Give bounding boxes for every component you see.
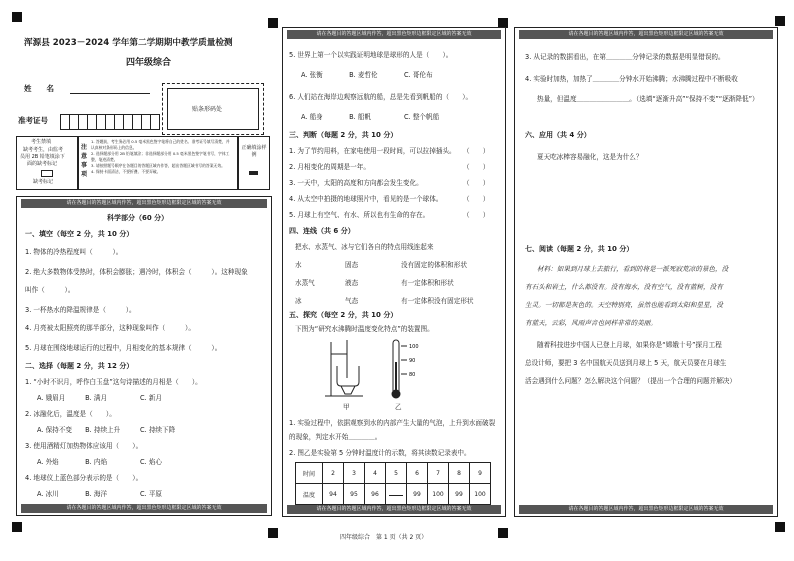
panel-banner-bottom: 请在各题目的答题区域内作答，超出黑色矩形边框限定区域的答案无效 [287,505,501,514]
therm-tick-label: 80 [409,372,416,378]
exam-title: 浑源县 2023－2024 学年第二学期期中教学质量检测 [24,38,233,48]
judge-answer[interactable]: （ ） [463,211,490,219]
explore-section-title: 五、探究（每空 2 分，共 10 分） [289,311,398,319]
question-line: 6. 人们站在海岸边观察远航的船，总是先看到帆船的（ ）。 [289,93,473,101]
science-section-title: 科学部分（60 分） [107,214,169,222]
id-label: 准考证号 [18,116,48,125]
exam-header [10,38,274,198]
question-line: 5. 月球在围绕地球运行的过程中，月相变化的基本规律（ ）。 [25,344,222,352]
judge-item: 5. 月球上有空气、有水、所以也有生命的存在。 [289,211,430,219]
answer-panel-1 [16,196,272,516]
temperature-blank[interactable] [386,484,407,505]
therm-tick-label: 90 [409,358,416,364]
judge-answer[interactable]: （ ） [463,179,490,187]
match-intro: 把水、水蒸气、冰与它们各自的特点用线连起来 [295,243,434,251]
page-footer: 四年级综合 第 1 页（共 2 页） [340,534,428,541]
registration-mark [12,12,22,22]
panel-banner-top: 请在各题目的答题区域内作答，超出黑色矩形边框限定区域的答案无效 [519,30,773,39]
table-head: 温度 [296,484,323,505]
question-line: 4. 月亮被太阳照亮的那半部分，这种现象叫作（ ）。 [25,324,195,332]
judge-item: 4. 从太空中拍摄的地球照片中，看见的是一个球体。 [289,195,443,203]
registration-mark [498,528,508,538]
option-line: A. 娥眉月 B. 满月 C. 新月 [37,394,163,402]
match-left: 水 [295,261,302,269]
boiling-apparatus-figure [323,336,423,402]
apply-question: 夏天吃冰棒容易融化，这是为什么？ [537,153,643,161]
match-section-title: 四、连线（共 6 分） [289,227,355,235]
explore-question: 2. 图乙是实验第 5 分钟时温度计的示数，将其读数记录表中。 [289,449,471,457]
match-left: 冰 [295,297,302,305]
apply-section-title: 六、应用（共 4 分） [525,131,591,139]
question-line: 4. 实验时加热，加热了＿＿＿＿分钟水开始沸腾；水沸腾过程中不断吸收 [525,75,738,83]
match-middle: 液态 [345,279,359,287]
filled-example-mark [249,171,258,175]
panel-banner-top: 请在各题目的答题区域内作答，超出黑色矩形边框限定区域的答案无效 [21,199,267,208]
fill-section-title: 一、填空（每空 2 分，共 10 分） [25,230,134,238]
answer-panel-3 [514,27,778,517]
question-line: 3. 从记录的数据看出，在第＿＿＿＿分钟记录的数据是明显错误的。 [525,53,725,61]
question-line: 热量，但温度＿＿＿＿＿＿＿＿。（选填“逐渐升高”“保持不变”“逐渐降低”） [537,95,759,103]
match-right: 有一定体积和形状 [401,279,454,287]
panel-banner-bottom: 请在各题目的答题区域内作答，超出黑色矩形边框限定区域的答案无效 [21,504,267,513]
panel-banner-bottom: 请在各题目的答题区域内作答，超出黑色矩形边框限定区域的答案无效 [519,505,773,514]
registration-mark [775,16,785,26]
match-middle: 固态 [345,261,359,269]
option-line: A. 张衡 B. 麦哲伦 C. 哥伦布 [301,71,433,79]
judge-answer[interactable]: （ ） [463,163,490,171]
explore-question: 的现象，判定水开始＿＿＿＿。 [289,433,382,441]
registration-mark [268,528,278,538]
figure-label-left: 甲 [343,403,350,411]
reading-question: 活会遇到什么问题？怎么解决这个问题？（提出一个合理的问题并解决） [525,377,736,385]
question-line: 4. 地球仪上蓝色部分表示的是（ ）。 [25,474,143,482]
therm-tick-label: 100 [409,344,419,350]
subject-title: 四年级综合 [126,58,172,68]
match-left: 水蒸气 [295,279,315,287]
table-head: 时间 [296,463,323,484]
reading-text: 有蓝天，云彩，风雨声音也同样非常的美丽。 [525,319,657,327]
option-line: A. 外焰 B. 内焰 C. 焰心 [37,458,163,466]
example-box: 正确填涂样例 [238,136,270,190]
reading-section-title: 七、阅读（每题 2 分，共 10 分） [525,245,634,253]
explore-question: 1. 实验过程中，依据观察到水的内部产生大量的气泡，上升到水面破裂 [289,419,496,427]
reading-text: 材料：如果到月球上去旅行，看到的将是一派死寂荒凉的景色，没 [537,265,729,273]
reading-text: 有石头和岩土，什么都没有。没有海水，没有空气，没有蓝树，没有 [525,283,723,291]
choice-section-title: 二、选择（每题 2 分，共 12 分） [25,362,134,370]
option-line: A. 船身 B. 船帆 C. 整个帆船 [301,113,440,121]
question-line: 3. 使用酒精灯加热物体应该用（ ）。 [25,442,143,450]
answer-panel-2 [282,27,506,517]
reading-text: 生灵。一切都是灰色的。天空特别亮，虽然也能看到太阳和星星，没 [525,301,723,309]
judge-answer[interactable]: （ ） [463,195,490,203]
match-right: 没有固定的体积和形状 [401,261,467,269]
judge-answer[interactable]: （ ） [463,147,490,155]
name-field[interactable] [70,93,150,94]
name-label: 姓 名 [24,84,54,93]
judge-item: 2. 月相变化的周期是一年。 [289,163,370,171]
question-line: 叫作（ ）。 [25,286,75,294]
registration-mark [775,522,785,532]
question-line: 2. 冰融化后，温度是（ ）。 [25,410,116,418]
attention-box: 注意事项 1. 答题前，考生务必用 0.5 毫米黑色签字笔将自己的姓名、准考证号填写清楚，并认真核对条形码上的信息。 2. 选择题部分用 2B 铅笔填涂；非选择题部分用 0.5 毫米黑色签字笔书写，字体工整，笔迹清楚。 3. 请按照题号顺序在各题目的答题区域内作答，超出答题区域书写的答案无效。 4. 保持卡面清洁，不要折叠、不要弄破。 [78,136,238,190]
question-line: 1. “小时不识月，呼作白玉盘”这句诗描述的月相是（ ）。 [25,378,202,386]
judge-item: 3. 一天中，太阳的高度和方向都会发生变化。 [289,179,423,187]
barcode-label: 贴条形码处 [192,106,223,113]
question-line: 3. 一杯热水的降温规律是（ ）。 [25,306,136,314]
option-line: A. 保持不变 B. 持续上升 C. 持续下降 [37,426,176,434]
judge-section-title: 三、判断（每题 2 分，共 10 分） [289,131,398,139]
figure-label-right: 乙 [395,403,402,411]
match-right: 有一定体积没有固定形状 [401,297,474,305]
registration-mark [12,522,22,532]
question-line: 2. 绝大多数物体受热时，体积会膨胀；遇冷时，体积会（ ）。这种现象 [25,268,248,276]
registration-mark [268,18,278,28]
panel-banner-top: 请在各题目的答题区域内作答，超出黑色矩形边框限定区域的答案无效 [287,30,501,39]
match-middle: 气态 [345,297,359,305]
temperature-table: 时间 2 3 4 5 6 7 8 9 温度 94 95 96 99 100 99 100 [295,462,491,505]
id-number-boxes[interactable] [60,114,160,130]
barcode-area [162,83,264,135]
reading-question: 总设计师，要把 3 名中国航天员送到月球上 5 天，航天员要在月球生 [525,359,727,367]
absent-notice: 考生禁填 缺考考生，由监考 员用 2B 铅笔填涂下 面的缺考标记 缺考标记 [16,136,78,190]
absent-checkbox[interactable] [41,170,53,177]
question-line: 5. 世界上第一个以实践证明地球是球形的人是（ ）。 [289,51,453,59]
judge-item: 1. 为了节约用料，在家电使用一段时间，可以拉掉插头。 [289,147,456,155]
reading-question: 随着科技进步中国人已登上月球，如果你是“嫦娥十号”探月工程 [537,341,722,349]
option-line: A. 冰川 B. 海洋 C. 平原 [37,490,163,498]
explore-intro: 下图为“研究水沸腾时温度变化特点”的装置图。 [295,325,434,333]
question-line: 1. 物体的冷热程度叫（ ）。 [25,248,123,256]
